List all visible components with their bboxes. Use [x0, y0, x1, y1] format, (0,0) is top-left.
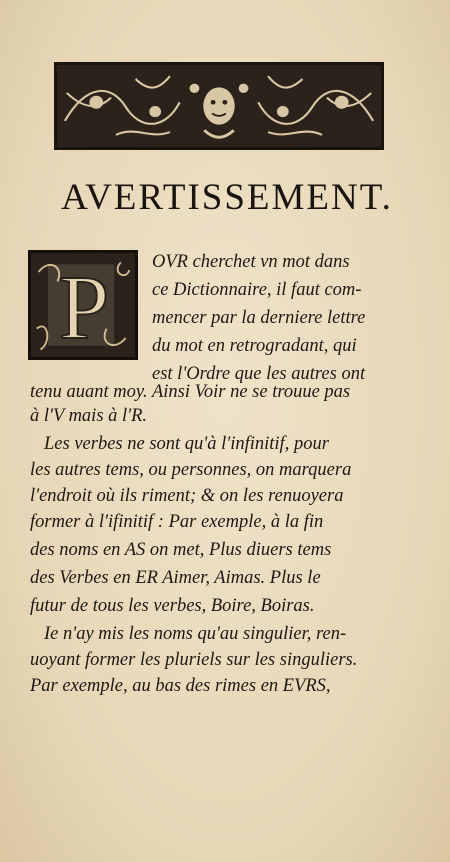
text-line: est l'Ordre que les autres ont: [152, 364, 366, 384]
decorated-initial-p-icon: [28, 250, 138, 360]
text-line: à l'V mais à l'R.: [30, 406, 148, 426]
text-line: l'endroit où ils riment; & on les renuoyera: [30, 486, 344, 506]
text-line: mencer par la derniere lettre: [152, 308, 366, 328]
text-line: du mot en retrogradant, qui: [152, 336, 357, 356]
text-line: OVR cherchet vn mot dans: [152, 252, 350, 272]
text-line: ce Dictionnaire, il faut com-: [152, 280, 362, 300]
text-line: tenu auant moy. Ainsi Voir ne se trouue pas: [30, 382, 351, 402]
text-line: des noms en AS on met, Plus diuers tems: [30, 540, 332, 560]
dropcap-letter: P: [58, 257, 110, 357]
text-line: Ie n'ay mis les noms qu'au singulier, ren-: [44, 624, 347, 644]
text-line: Par exemple, au bas des rimes en EVRS,: [30, 676, 331, 696]
text-line: des Verbes en ER Aimer, Aimas. Plus le: [30, 568, 321, 588]
text-line: les autres tems, ou personnes, on marquera: [30, 460, 352, 480]
page-title: AVERTISSEMENT.: [61, 177, 393, 218]
text-line: Les verbes ne sont qu'à l'infinitif, pour: [44, 434, 329, 454]
text-line: former à l'ifinitif : Par exemple, à la fin: [30, 512, 324, 532]
text-line: futur de tous les verbes, Boire, Boiras.: [30, 596, 315, 616]
ornamental-headpiece-icon: [54, 62, 384, 150]
text-line: uoyant former les pluriels sur les singuliers.: [30, 650, 358, 670]
